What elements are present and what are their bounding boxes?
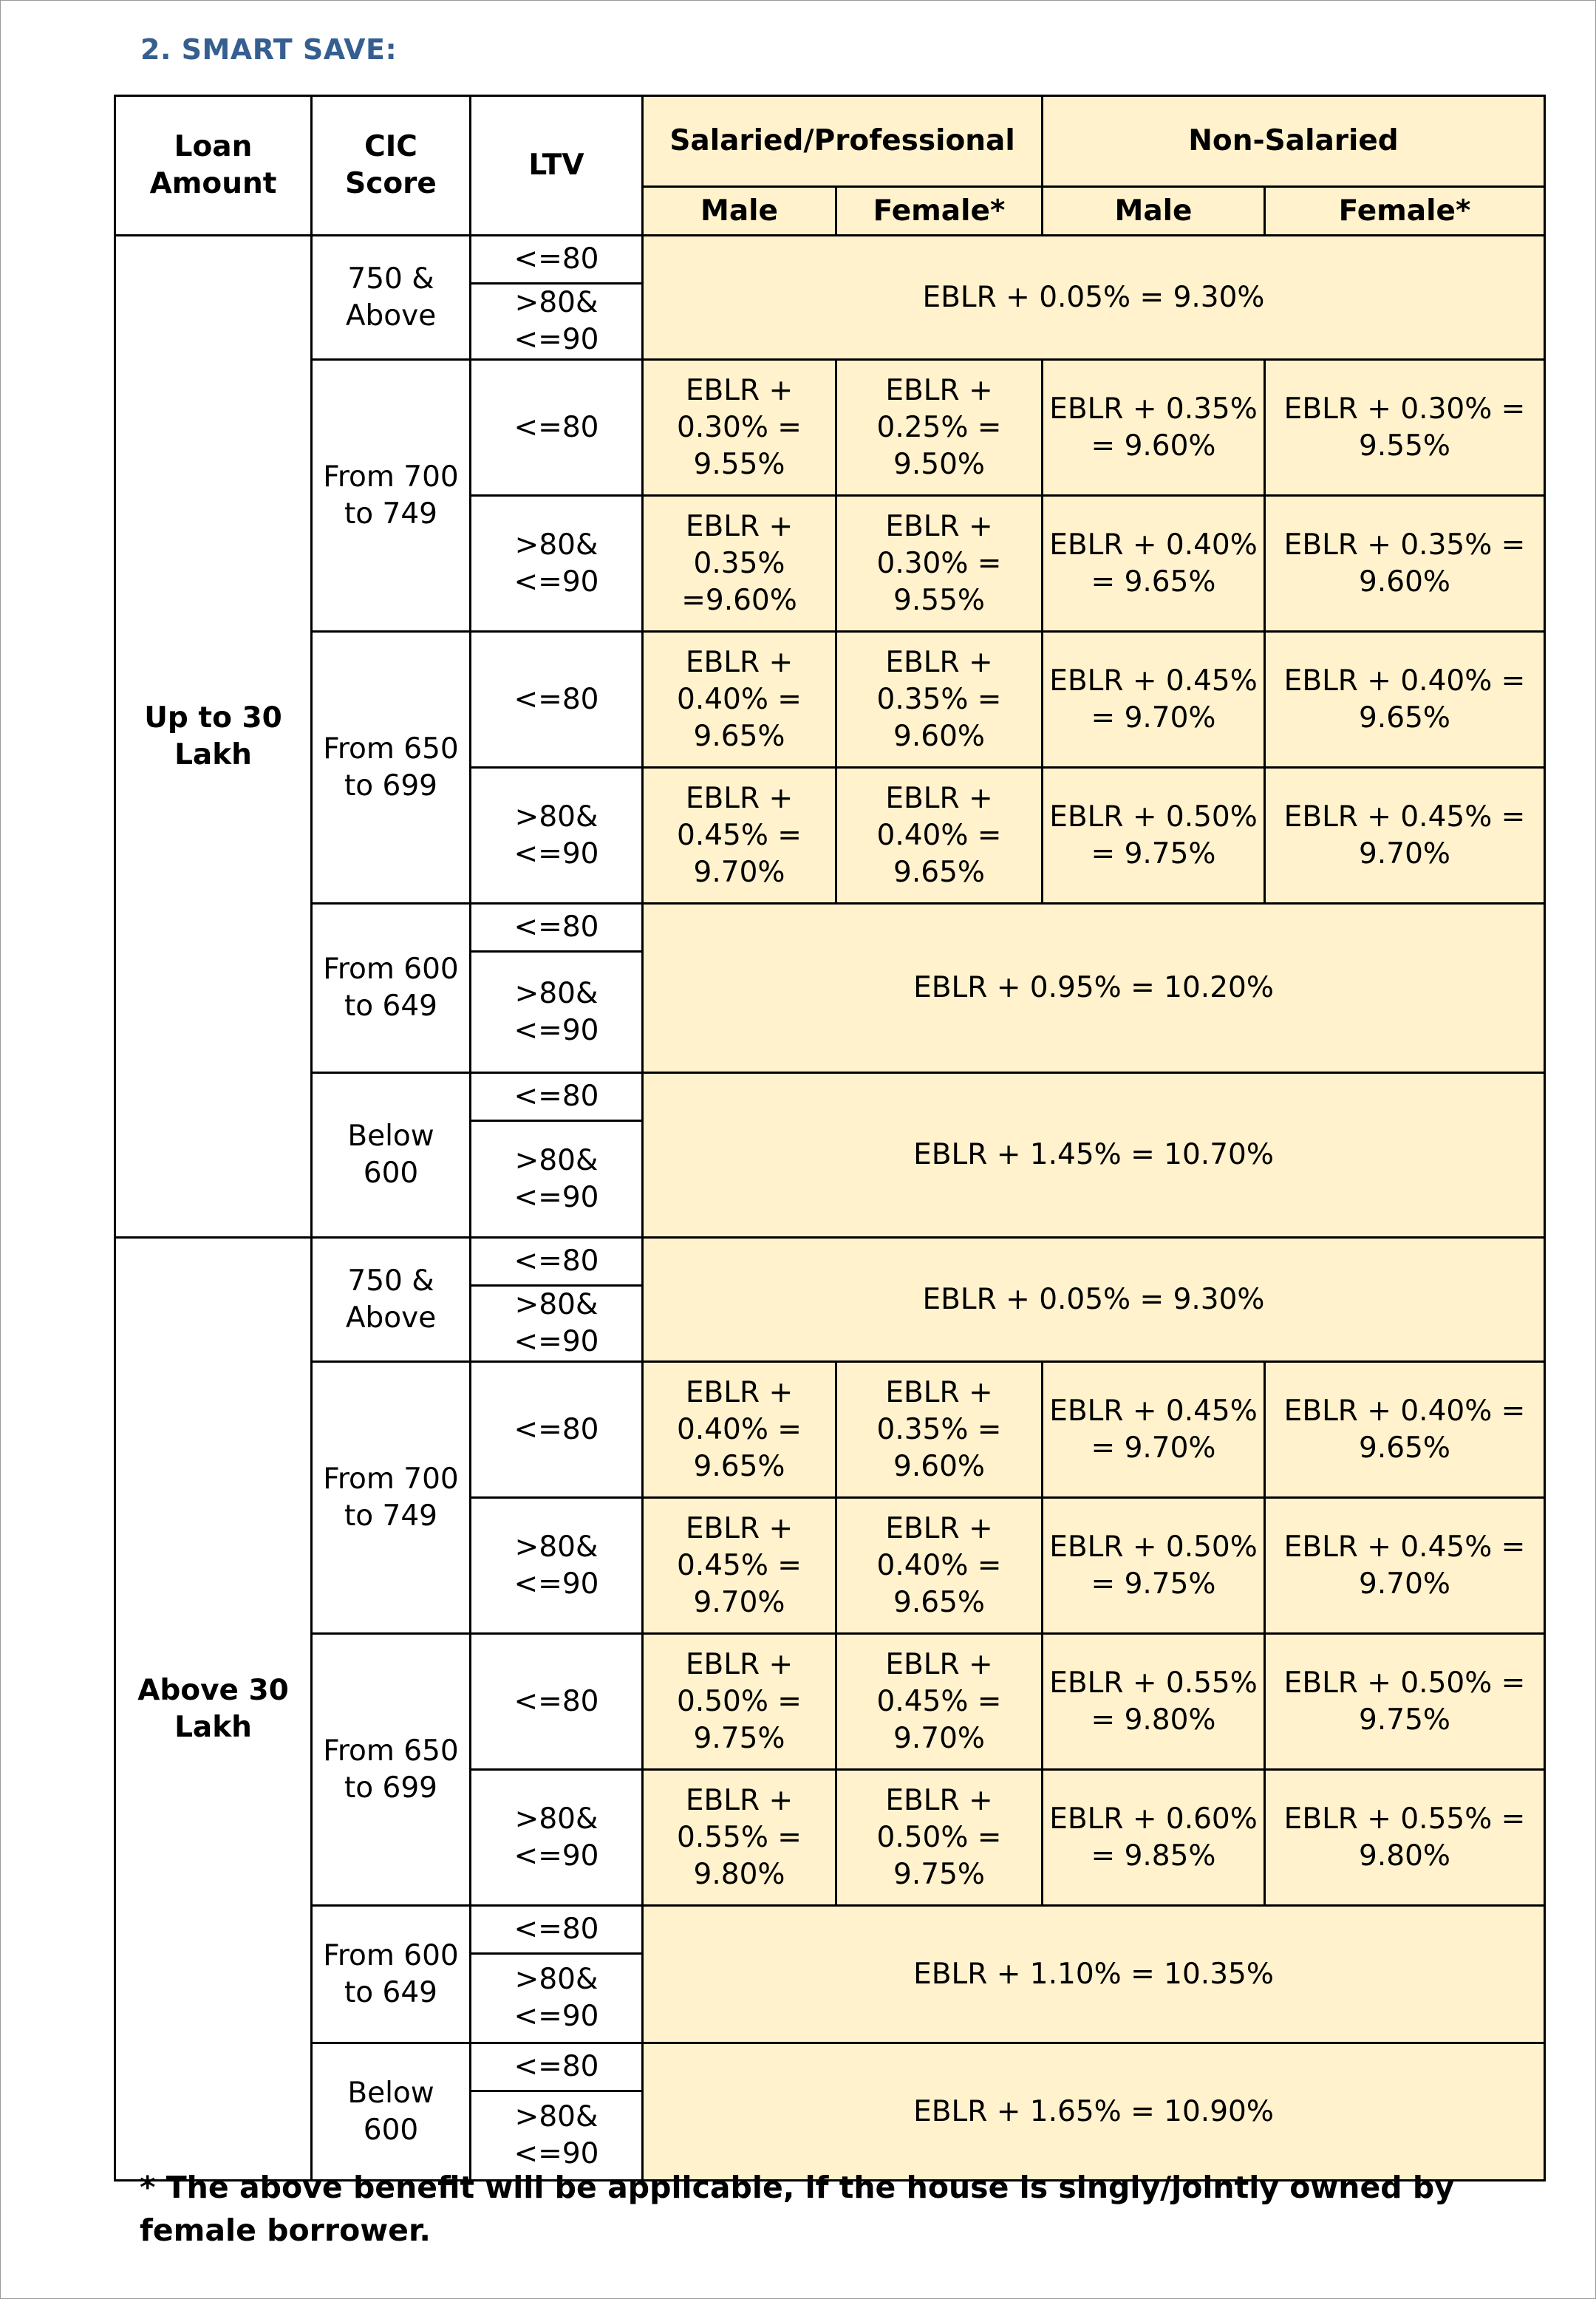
- merged-rate-cell: EBLR + 1.65% = 10.90%: [643, 2043, 1545, 2181]
- merged-rate-cell: EBLR + 1.10% = 10.35%: [643, 1906, 1545, 2043]
- ltv-cell: <=80: [471, 1362, 643, 1498]
- rate-cell: EBLR + 0.40% = 9.65%: [1043, 496, 1265, 632]
- table-row: [115, 360, 1545, 496]
- ltv-cell: <=80: [471, 360, 643, 496]
- ltv-cell: <=80: [471, 2043, 643, 2091]
- ltv-cell: <=80: [471, 236, 643, 284]
- footnote: * The above benefit will be applicable, if the house is singly/jointly owned by female borrower.: [140, 2170, 1454, 2248]
- rate-cell: EBLR + 0.55% = 9.80%: [1265, 1770, 1545, 1906]
- rate-cell: EBLR + 0.55% = 9.80%: [1043, 1634, 1265, 1770]
- cic-score-cell: From 650 to 699: [312, 1634, 471, 1906]
- rate-cell: EBLR + 0.50% = 9.75%: [1265, 1634, 1545, 1770]
- merged-rate-cell: EBLR + 0.05% = 9.30%: [643, 236, 1545, 360]
- rate-cell: EBLR + 0.30% = 9.55%: [643, 360, 836, 496]
- rate-cell: EBLR + 0.40% = 9.65%: [836, 1498, 1043, 1634]
- ltv-cell: <=80: [471, 632, 643, 768]
- loan-amount-cell: Up to 30 Lakh: [115, 236, 312, 1238]
- table-row: [115, 1238, 1545, 1286]
- table-row: [115, 632, 1545, 768]
- rate-cell: EBLR + 0.35% = 9.60%: [1265, 496, 1545, 632]
- ltv-cell: <=80: [471, 1906, 643, 1954]
- rate-cell: EBLR + 0.45% = 9.70%: [643, 768, 836, 904]
- ltv-cell: >80&<=90: [471, 952, 643, 1073]
- rate-cell: EBLR + 0.45% = 9.70%: [1043, 1362, 1265, 1498]
- cic-score-cell: From 600 to 649: [312, 904, 471, 1073]
- rate-cell: EBLR + 0.45% = 9.70%: [643, 1498, 836, 1634]
- header-non-salaried-female: Female*: [1265, 187, 1545, 236]
- header-salaried-female: Female*: [836, 187, 1043, 236]
- table-row: [115, 236, 1545, 284]
- rate-cell: EBLR + 0.45% = 9.70%: [1043, 632, 1265, 768]
- table-row: [115, 1906, 1545, 1954]
- rate-cell: EBLR + 0.40% = 9.65%: [836, 768, 1043, 904]
- ltv-cell: >80&<=90: [471, 1286, 643, 1362]
- ltv-cell: >80&<=90: [471, 768, 643, 904]
- ltv-cell: >80&<=90: [471, 284, 643, 360]
- cic-score-cell: 750 & Above: [312, 1238, 471, 1362]
- rate-cell: EBLR + 0.35% =9.60%: [643, 496, 836, 632]
- ltv-cell: <=80: [471, 1634, 643, 1770]
- header-loan-amount: Loan Amount: [115, 96, 312, 236]
- rate-cell: EBLR + 0.50% = 9.75%: [1043, 1498, 1265, 1634]
- table-row: [115, 1634, 1545, 1770]
- rate-cell: EBLR + 0.30% = 9.55%: [836, 496, 1043, 632]
- section-title: 2. SMART SAVE:: [140, 33, 398, 66]
- rate-cell: EBLR + 0.50% = 9.75%: [836, 1770, 1043, 1906]
- ltv-cell: >80&<=90: [471, 1498, 643, 1634]
- cic-score-cell: Below 600: [312, 1073, 471, 1238]
- ltv-cell: <=80: [471, 1238, 643, 1286]
- rate-cell: EBLR + 0.40% = 9.65%: [1265, 1362, 1545, 1498]
- ltv-cell: >80&<=90: [471, 1121, 643, 1238]
- header-salaried-male: Male: [643, 187, 836, 236]
- table-row: [115, 904, 1545, 952]
- rate-table: [114, 95, 1546, 2182]
- loan-amount-cell: Above 30 Lakh: [115, 1238, 312, 2181]
- cic-score-cell: From 700 to 749: [312, 1362, 471, 1634]
- rate-cell: EBLR + 0.45% = 9.70%: [1265, 1498, 1545, 1634]
- rate-cell: EBLR + 0.30% = 9.55%: [1265, 360, 1545, 496]
- header-salaried: Salaried/Professional: [643, 96, 1043, 187]
- cic-score-cell: Below 600: [312, 2043, 471, 2181]
- ltv-cell: >80&<=90: [471, 1954, 643, 2043]
- ltv-cell: <=80: [471, 904, 643, 952]
- merged-rate-cell: EBLR + 0.95% = 10.20%: [643, 904, 1545, 1073]
- cic-score-cell: 750 & Above: [312, 236, 471, 360]
- merged-rate-cell: EBLR + 1.45% = 10.70%: [643, 1073, 1545, 1238]
- ltv-cell: >80&<=90: [471, 496, 643, 632]
- rate-cell: EBLR + 0.45% = 9.70%: [836, 1634, 1043, 1770]
- rate-cell: EBLR + 0.50% = 9.75%: [643, 1634, 836, 1770]
- rate-cell: EBLR + 0.35% = 9.60%: [836, 632, 1043, 768]
- rate-cell: EBLR + 0.40% = 9.65%: [643, 632, 836, 768]
- rate-cell: EBLR + 0.60% = 9.85%: [1043, 1770, 1265, 1906]
- cic-score-cell: From 650 to 699: [312, 632, 471, 904]
- rate-cell: EBLR + 0.35% = 9.60%: [1043, 360, 1265, 496]
- rate-cell: EBLR + 0.45% = 9.70%: [1265, 768, 1545, 904]
- header-ltv: LTV: [471, 96, 643, 236]
- cic-score-cell: From 700 to 749: [312, 360, 471, 632]
- rate-cell: EBLR + 0.35% = 9.60%: [836, 1362, 1043, 1498]
- header-cic-score: CIC Score: [312, 96, 471, 236]
- table-row: [115, 1362, 1545, 1498]
- table-row: [115, 1073, 1545, 1121]
- table-row: [115, 2043, 1545, 2091]
- ltv-cell: >80&<=90: [471, 2091, 643, 2181]
- header-non-salaried: Non-Salaried: [1043, 96, 1545, 187]
- rate-cell: EBLR + 0.50% = 9.75%: [1043, 768, 1265, 904]
- rate-cell: EBLR + 0.40% = 9.65%: [1265, 632, 1545, 768]
- ltv-cell: <=80: [471, 1073, 643, 1121]
- header-non-salaried-male: Male: [1043, 187, 1265, 236]
- rate-cell: EBLR + 0.25% = 9.50%: [836, 360, 1043, 496]
- merged-rate-cell: EBLR + 0.05% = 9.30%: [643, 1238, 1545, 1362]
- ltv-cell: >80&<=90: [471, 1770, 643, 1906]
- rate-cell: EBLR + 0.55% = 9.80%: [643, 1770, 836, 1906]
- rate-cell: EBLR + 0.40% = 9.65%: [643, 1362, 836, 1498]
- cic-score-cell: From 600 to 649: [312, 1906, 471, 2043]
